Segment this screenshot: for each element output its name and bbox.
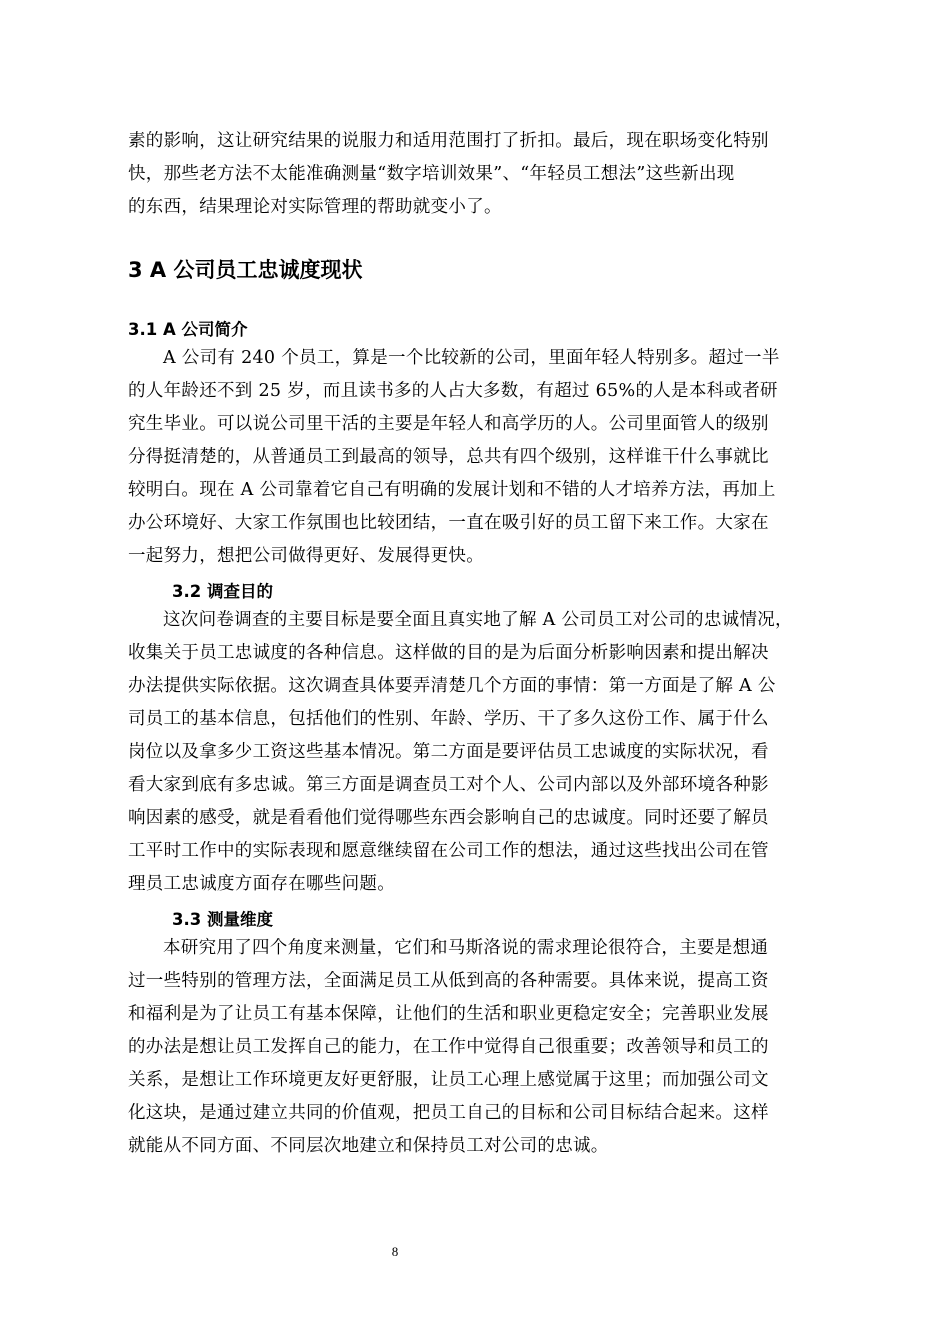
paragraph-line: 办法提供实际依据。这次调查具体要弄清楚几个方面的事情：第一方面是了解 A 公 (128, 676, 776, 696)
paragraph-line: 和福利是为了让员工有基本保障，让他们的生活和职业更稳定安全；完善职业发展 (128, 1004, 769, 1024)
paragraph-line: 素的影响，这让研究结果的说服力和适用范围打了折扣。最后，现在职场变化特别 (128, 131, 769, 151)
paragraph-line: 究生毕业。可以说公司里干活的主要是年轻人和高学历的人。公司里面管人的级别 (128, 414, 769, 434)
paragraph-line: 较明白。现在 A 公司靠着它自己有明确的发展计划和不错的人才培养方法，再加上 (128, 480, 776, 500)
page-number: 8 (391, 1244, 399, 1259)
paragraph-line: 工平时工作中的实际表现和愿意继续留在公司工作的想法，通过这些找出公司在管 (128, 841, 769, 861)
paragraph-line: 理员工忠诚度方面存在哪些问题。 (128, 874, 395, 894)
paragraph-line: 岗位以及拿多少工资这些基本情况。第二方面是要评估员工忠诚度的实际状况，看 (128, 742, 769, 762)
paragraph-line: 的东西，结果理论对实际管理的帮助就变小了。 (128, 197, 502, 217)
paragraph-line: 办公环境好、大家工作氛围也比较团结，一直在吸引好的员工留下来工作。大家在 (128, 513, 769, 533)
section-heading: 3 A 公司员工忠诚度现状 (128, 258, 363, 282)
subsection-heading: 3.1 A 公司简介 (128, 320, 248, 339)
paragraph-line: 本研究用了四个角度来测量，它们和马斯洛说的需求理论很符合，主要是想通 (163, 938, 769, 958)
paragraph-line: A 公司有 240 个员工，算是一个比较新的公司，里面年轻人特别多。超过一半 (163, 348, 780, 368)
paragraph-line: 关系，是想让工作环境更友好更舒服，让员工心理上感觉属于这里；而加强公司文 (128, 1070, 769, 1090)
paragraph-line: 过一些特别的管理方法，全面满足员工从低到高的各种需要。具体来说，提高工资 (128, 971, 769, 991)
paragraph-line: 就能从不同方面、不同层次地建立和保持员工对公司的忠诚。 (128, 1136, 609, 1156)
paragraph-line: 一起努力，想把公司做得更好、发展得更快。 (128, 546, 484, 566)
paragraph-line: 收集关于员工忠诚度的各种信息。这样做的目的是为后面分析影响因素和提出解决 (128, 643, 769, 663)
paragraph-line: 的办法是想让员工发挥自己的能力，在工作中觉得自己很重要；改善领导和员工的 (128, 1037, 769, 1057)
paragraph-line: 响因素的感受，就是看看他们觉得哪些东西会影响自己的忠诚度。同时还要了解员 (128, 808, 769, 828)
paragraph-line: 快，那些老方法不太能准确测量“数字培训效果”、“年轻员工想法”这些新出现 (128, 164, 735, 184)
paragraph-line: 化这块，是通过建立共同的价值观，把员工自己的目标和公司目标结合起来。这样 (128, 1103, 769, 1123)
paragraph-line: 司员工的基本信息，包括他们的性别、年龄、学历、干了多久这份工作、属于什么 (128, 709, 769, 729)
subsection-heading: 3.2 调查目的 (172, 582, 273, 601)
subsection-heading: 3.3 测量维度 (172, 910, 273, 929)
paragraph-line: 看大家到底有多忠诚。第三方面是调查员工对个人、公司内部以及外部环境各种影 (128, 775, 769, 795)
paragraph-line: 这次问卷调查的主要目标是要全面且真实地了解 A 公司员工对公司的忠诚情况， (163, 610, 793, 630)
paragraph-line: 的人年龄还不到 25 岁，而且读书多的人占大多数，有超过 65%的人是本科或者研 (128, 381, 778, 401)
paragraph-line: 分得挺清楚的，从普通员工到最高的领导，总共有四个级别，这样谁干什么事就比 (128, 447, 769, 467)
